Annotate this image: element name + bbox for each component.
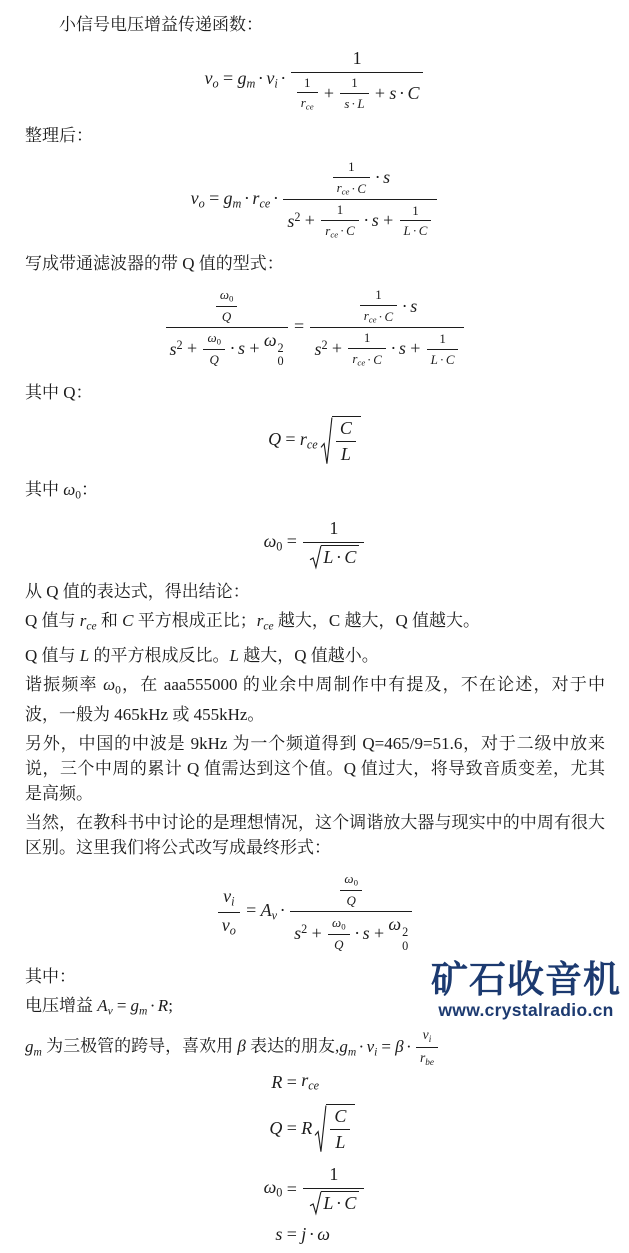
radical-sign bbox=[310, 545, 321, 569]
crystalradio-logo-url: www.crystalradio.cn bbox=[438, 999, 614, 1020]
paragraph-17: 其中： bbox=[25, 967, 76, 987]
equation-1: $v_o = g_m \cdot v_i$ · 1 $\frac{1}{r_{ce}}$ + 1 s · L + s · C bbox=[25, 48, 605, 112]
equation-lhs: Q bbox=[269, 1118, 283, 1139]
equation-lhs: $\omega_0$ bbox=[263, 1177, 283, 1200]
equation-rhs: = 1 L · C bbox=[282, 1164, 366, 1214]
crystalradio-logo-text: 矿石收音机 bbox=[431, 958, 621, 1000]
paragraph-8: 其中 $\omega_0$： bbox=[25, 479, 99, 502]
paragraph-10: 从 Q 值的表达式，得出结论： bbox=[25, 582, 250, 602]
equation-7: $Q = r_{ce}$ $\frac{C}{L}$ bbox=[25, 416, 605, 466]
document-body bbox=[25, 10, 605, 1253]
paragraph-0: 小信号电压增益传递函数： bbox=[59, 15, 263, 34]
paragraph-14: 另外，中国的中波是 9kHz 为一个频道得到 Q=465/9=51.6，对于二级中放来说，三个中周的累计 Q 值需达到这个值。Q 值过大，将导致音质变差，尤其是高频。 bbox=[25, 734, 605, 804]
crystalradio-watermark bbox=[431, 958, 621, 1020]
radical-sign bbox=[315, 1104, 326, 1154]
equation-rhs: = $r_{ce}$ bbox=[286, 1070, 320, 1093]
equation-lhs: s bbox=[275, 1224, 283, 1245]
equation-lhs: R bbox=[271, 1071, 283, 1092]
paragraph-15: 当然，在教科书中讨论的是理想情况，这个调谐放大器与现实中的中周有很大区别。这里我们将公式改写成最终形式： bbox=[25, 813, 605, 858]
equation-rhs: = R $\frac{C}{L}$ bbox=[282, 1104, 366, 1154]
paragraph-4: 写成带通滤波器的带 Q 值的型式： bbox=[25, 253, 284, 273]
equation-3: $v_o = g_m \cdot r_{ce}$ · 1 $r_{ce}$ · C · s $s^2$ + 1 $r_{ce}$ · C · s + 1 L · C bbox=[25, 159, 605, 239]
paragraph-13: 谐振频率 $\omega_0$，在 aaa555000 的业余中周制作中有提及，不在论述，对于中波，一般为 465kHz 或 455kHz。 bbox=[25, 674, 606, 725]
paragraph-2: 整理后： bbox=[25, 126, 93, 146]
equation-5: $\frac{\omega_0}{Q}$ $s^2$ + $\frac{\omega_0}{Q}$ · s + ω 2 0 = 1 $r_{ce}$ · C · s $s^2$ + 1 $r_{ce}$ · C · s + 1 L · C bbox=[25, 287, 605, 369]
equation-rhs: = j · ω bbox=[286, 1224, 330, 1245]
aligned-equations bbox=[25, 1070, 605, 1245]
equation-16: $\frac{v_i}{v_o}$ = $A_v$ · $\frac{\omega_0}{Q}$ $s^2$ + $\frac{\omega_0}{Q}$ · s + ω 2 0 bbox=[25, 871, 605, 953]
paragraph-12: Q 值与 L 的平方根成反比。L 越大，Q 值越小。 bbox=[25, 645, 379, 665]
radical-sign bbox=[321, 416, 332, 466]
paragraph-11: Q 值与 $r_{ce}$ 和 C 平方根成正比；$r_{ce}$ 越大，C 越大，Q 值越大。 bbox=[25, 611, 481, 633]
paragraph-19: $g_m$ 为三极管的跨导，喜欢用 β 表达的朋友$,g_m \cdot v_i = \beta$ · $\frac{v_i}{r_{be}}$ bbox=[25, 1027, 605, 1068]
paragraph-18: 电压增益 $A_v = g_m \cdot R$; bbox=[25, 996, 173, 1018]
paragraph-6: 其中 Q： bbox=[25, 382, 93, 402]
radical-sign bbox=[310, 1191, 321, 1215]
equation-9: $\omega_0$ = 1 L · C bbox=[25, 518, 605, 568]
